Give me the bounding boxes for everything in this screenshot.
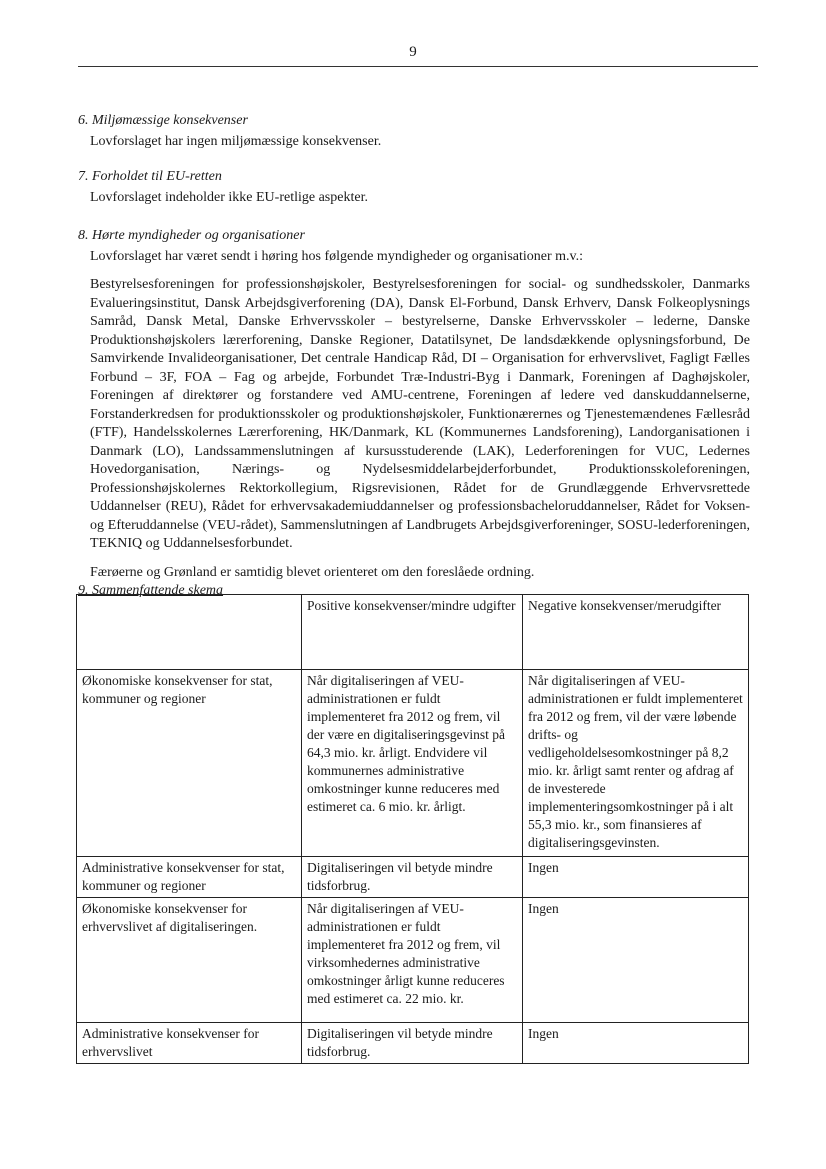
section-body: Lovforslaget har været sendt i høring hos følgende myndigheder og organisationer m.v.: xyxy=(90,249,584,264)
negative-cell: Ingen xyxy=(523,857,749,898)
section-environment xyxy=(78,112,750,151)
table-row xyxy=(77,1023,749,1064)
closing-paragraph: Færøerne og Grønland er samtidig blevet orienteret om den foreslåede ordning. xyxy=(90,564,535,580)
schema-heading: 9. Sammenfattende skema xyxy=(78,583,224,598)
section-eu-law xyxy=(78,168,750,207)
section-body: Lovforslaget indeholder ikke EU-retlige aspekter. xyxy=(90,190,368,205)
table-row xyxy=(77,857,749,898)
table-row xyxy=(77,898,749,1023)
row-label: Administrative konsekvenser for stat, kommuner og regioner xyxy=(77,857,302,898)
header-cell-empty xyxy=(77,595,302,670)
positive-cell: Digitaliseringen vil betyde mindre tidsforbrug. xyxy=(302,857,523,898)
positive-cell: Når digitaliseringen af VEU-administrationen er fuldt implementeret fra 2012 og frem, vil virksomhedernes administrative omkostninger årligt kunne reduceres med estimeret ca. 22 mio. kr. xyxy=(302,898,523,1023)
header-cell-positive: Positive konsekvenser/mindre udgifter xyxy=(302,595,523,670)
summary-table xyxy=(76,594,749,1064)
negative-cell: Når digitaliseringen af VEU-administrationen er fuldt implementeret fra 2012 og frem, vil der være løbende drifts- og vedligeholdelsesomkostninger på 8,2 mio. kr. årligt samt renter og afdrag af de investerede implementeringsomkostninger på i alt 55,3 mio. kr., som finansieres af digitaliseringsgevinsten. xyxy=(523,670,749,857)
header-rule xyxy=(78,66,758,67)
section-heading: 7. Forholdet til EU-retten xyxy=(78,169,222,184)
row-label: Økonomiske konsekvenser for stat, kommuner og regioner xyxy=(77,670,302,857)
positive-cell: Når digitaliseringen af VEU-administrationen er fuldt implementeret fra 2012 og frem, vil der være en digitaliseringsgevinst på 64,3 mio. kr. årligt. Endvidere vil kommunernes administrative omkostninger kunne reduceres med estimeret ca. 6 mio. kr. årligt. xyxy=(302,670,523,857)
organisations-list: Bestyrelsesforeningen for professionshøjskoler, Bestyrelsesforeningen for social- og sundhedsskoler, Danmarks Evalueringsinstitut, Dansk Arbejdsgiverforening (DA), Dansk El-Forbund, Dansk Erhverv, Dansk Folkeoplysnings Samråd, Dansk Metal, Danske Erhvervsskoler – bestyrelserne, Danske Erhvervsskoler – lederne, Danske Produktionshøjskolers lærerforening, Danske Regioner, Datatilsynet, De landsdækkende oplysningsforbund, De Samvirkende Invalideorganisationer, Det centrale Handicap Råd, DI – Organisation for erhvervslivet, Fagligt Fælles Forbund – 3F, FOA – Fag og arbejde, Forbundet Træ-Industri-Byg i Danmark, Foreningen af Daghøjskoler, Foreningen af direktører og forstandere ved AMU-centrene, Foreningen af ledere ved danskuddannelserne, Forstanderkredsen for produktionsskoler og produktionshøjskoler, Funktionærernes og Tjenestemændenes Fællesråd (FTF), Handelsskolernes Lærerforening, HK/Danmark, KL (Kommunernes Landsforening), Landorganisationen i Danmark (LO), Landssammenslutningen af kursusstuderende (LAK), Lederforeningen for VUC, Ledernes Hovedorganisation, Nærings- og Nydelsesmiddelarbejderforbundet, Produktionsskoleforeningen, Professionshøjskolernes Rektorkollegium, Rigsrevisionen, Rådet for de Grundlæggende Erhvervsrettede Uddannelser (REU), Rådet for erhvervsakademiuddannelser og professionsbacheloruddannelser, Rådet for Voksen- og Efteruddannelse (VEU-rådet), Sammenslutningen af Landbrugets Arbejdsgiverforeninger, SOSU-lederforeningen, TEKNIQ og Uddannelsesforbundet. xyxy=(90,277,750,551)
page-number: 9 xyxy=(409,44,417,60)
table-row xyxy=(77,670,749,857)
negative-cell: Ingen xyxy=(523,1023,749,1064)
section-consulted-bodies xyxy=(78,227,750,582)
section-body: Lovforslaget har ingen miljømæssige konsekvenser. xyxy=(90,134,382,149)
negative-cell: Ingen xyxy=(523,898,749,1023)
row-label: Administrative konsekvenser for erhvervslivet xyxy=(77,1023,302,1064)
row-label: Økonomiske konsekvenser for erhvervslivet af digitaliseringen. xyxy=(77,898,302,1023)
section-heading: 8. Hørte myndigheder og organisationer xyxy=(78,228,305,243)
positive-cell: Digitaliseringen vil betyde mindre tidsforbrug. xyxy=(302,1023,523,1064)
section-heading: 6. Miljømæssige konsekvenser xyxy=(78,113,248,128)
header-cell-negative: Negative konsekvenser/merudgifter xyxy=(523,595,749,670)
table-header-row xyxy=(77,595,749,670)
